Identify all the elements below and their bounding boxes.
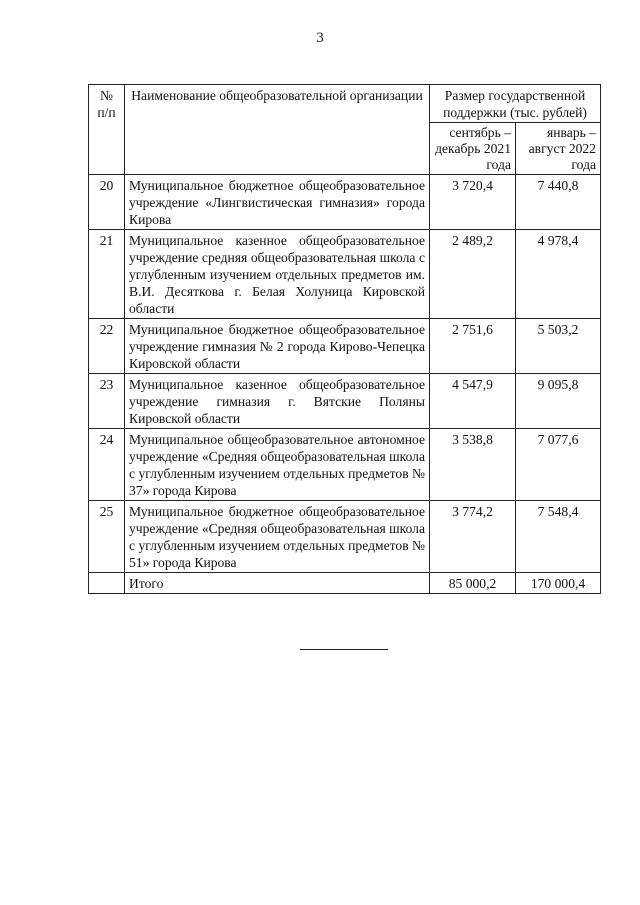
page-number: 3	[316, 30, 324, 46]
table-row	[89, 175, 601, 230]
organization-name: Муниципальное бюджетное общеобразовательное учреждение «Лингвистическая гимназия» города Кирова	[125, 175, 430, 230]
organization-name: Муниципальное бюджетное общеобразовательное учреждение «Средняя общеобразовательная школа с углубленным изучением отдельных предметов № 51» города Кирова	[125, 501, 430, 573]
header-organization-name: Наименование общеобразовательной организации	[125, 85, 430, 175]
amount-2022: 7 548,4	[516, 501, 601, 573]
table-row	[89, 230, 601, 319]
table-row	[89, 374, 601, 429]
header-number: № п/п	[89, 85, 125, 175]
amount-2021: 3 720,4	[430, 175, 516, 230]
table-total-row	[89, 573, 601, 594]
header-period-2021: сентябрь – декабрь 2021 года	[430, 123, 516, 175]
organization-name: Муниципальное казенное общеобразовательное учреждение средняя общеобразовательная школа с углубленным изучением отдельных предметов им. В.И. Десяткова г. Белая Холуница Кировской области	[125, 230, 430, 319]
table-row	[89, 501, 601, 573]
organization-name: Муниципальное общеобразовательное автономное учреждение «Средняя общеобразовательная школа с углубленным изучением отдельных предметов № 37» города Кирова	[125, 429, 430, 501]
amount-2022: 5 503,2	[516, 319, 601, 374]
amount-2021: 3 774,2	[430, 501, 516, 573]
header-period-2022: январь – август 2022 года	[516, 123, 601, 175]
organization-name: Муниципальное казенное общеобразовательное учреждение гимназия г. Вятские Поляны Кировской области	[125, 374, 430, 429]
amount-2021: 3 538,8	[430, 429, 516, 501]
table-row	[89, 319, 601, 374]
total-amount-2022: 170 000,4	[516, 573, 601, 594]
amount-2022: 7 077,6	[516, 429, 601, 501]
amount-2021: 2 489,2	[430, 230, 516, 319]
row-number: 25	[89, 501, 125, 573]
document-end-divider	[300, 649, 388, 650]
row-number: 23	[89, 374, 125, 429]
state-support-table	[88, 84, 601, 594]
total-label: Итого	[125, 573, 430, 594]
row-number: 24	[89, 429, 125, 501]
organization-name: Муниципальное бюджетное общеобразовательное учреждение гимназия № 2 города Кирово-Чепецка Кировской области	[125, 319, 430, 374]
amount-2022: 7 440,8	[516, 175, 601, 230]
total-number-cell	[89, 573, 125, 594]
amount-2022: 9 095,8	[516, 374, 601, 429]
row-number: 20	[89, 175, 125, 230]
amount-2021: 4 547,9	[430, 374, 516, 429]
total-amount-2021: 85 000,2	[430, 573, 516, 594]
amount-2021: 2 751,6	[430, 319, 516, 374]
amount-2022: 4 978,4	[516, 230, 601, 319]
row-number: 21	[89, 230, 125, 319]
header-support-amount: Размер государственной поддержки (тыс. рублей)	[430, 85, 601, 123]
table-header-row	[89, 85, 601, 123]
row-number: 22	[89, 319, 125, 374]
table-row	[89, 429, 601, 501]
